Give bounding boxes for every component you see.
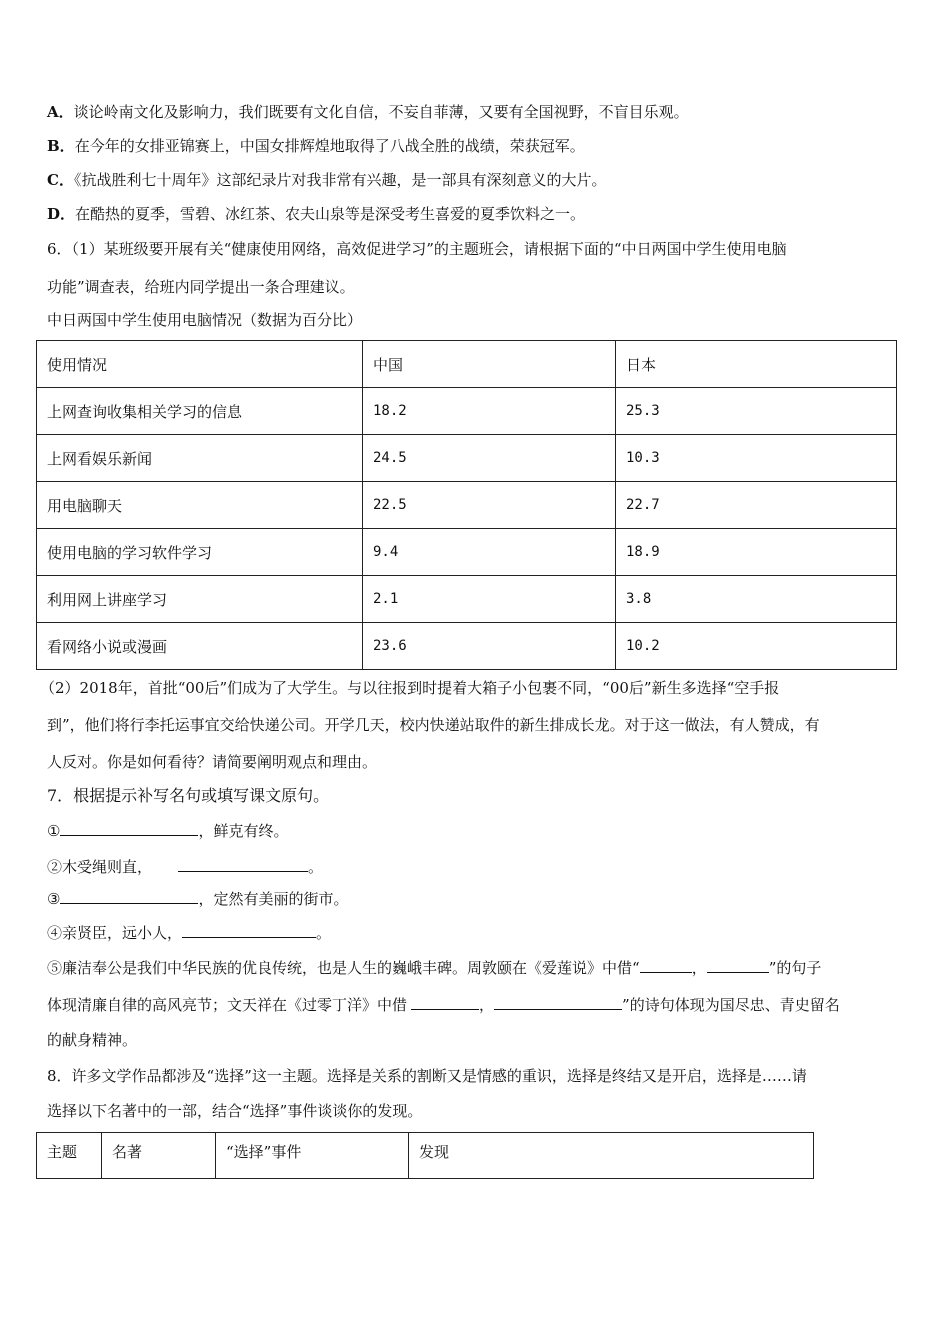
usage-cell: 看网络小说或漫画 xyxy=(37,623,363,670)
japan-cell: 3.8 xyxy=(616,576,897,623)
china-cell: 9.4 xyxy=(363,529,616,576)
header-event: “选择”事件 xyxy=(216,1133,409,1179)
item-text: ，鲜克有终。 xyxy=(198,822,289,840)
item-number: ③ xyxy=(47,890,61,908)
table-row xyxy=(37,482,897,529)
item-text: ”的诗句体现为国尽忠、青史留名 xyxy=(622,996,840,1014)
q7-item1 xyxy=(47,820,288,841)
item-text: ②木受绳则直， xyxy=(47,858,153,876)
q5-option-c xyxy=(47,170,606,190)
table-row xyxy=(37,529,897,576)
china-cell: 24.5 xyxy=(363,435,616,482)
q7-item3 xyxy=(47,888,348,909)
header-discovery: 发现 xyxy=(409,1133,814,1179)
header-usage: 使用情况 xyxy=(37,341,363,388)
q6-prompt-line1: 6．（1）某班级要开展有关“健康使用网络，高效促进学习”的主题班会，请根据下面的“中日两国中学生使用电脑 xyxy=(47,240,787,258)
china-cell: 18.2 xyxy=(363,388,616,435)
q6-part2-line3: 人反对。你是如何看待？请简要阐明观点和理由。 xyxy=(47,753,378,771)
fill-blank[interactable] xyxy=(182,922,316,938)
usage-cell: 用电脑聊天 xyxy=(37,482,363,529)
fill-blank[interactable] xyxy=(707,957,769,973)
item-text: ， xyxy=(479,996,495,1014)
fill-blank[interactable] xyxy=(60,888,198,904)
china-cell: 23.6 xyxy=(363,623,616,670)
table-header-row xyxy=(37,341,897,388)
usage-cell: 使用电脑的学习软件学习 xyxy=(37,529,363,576)
q6-prompt-line2: 功能”调查表，给班内同学提出一条合理建议。 xyxy=(47,278,355,296)
table-header-row xyxy=(37,1133,814,1179)
china-cell: 22.5 xyxy=(363,482,616,529)
table-row xyxy=(37,388,897,435)
option-text: 在酷热的夏季，雪碧、冰红茶、农夫山泉等是深受考生喜爱的夏季饮料之一。 xyxy=(75,205,586,223)
table-row xyxy=(37,435,897,482)
item-text: ④亲贤臣，远小人， xyxy=(47,924,183,942)
q7-item4 xyxy=(47,922,331,943)
q7-item5-line2 xyxy=(47,994,840,1015)
fill-blank[interactable] xyxy=(494,994,622,1010)
table-row xyxy=(37,576,897,623)
q5-option-a xyxy=(47,102,689,122)
japan-cell: 25.3 xyxy=(616,388,897,435)
table-row xyxy=(37,623,897,670)
option-letter: D． xyxy=(47,205,76,223)
q5-option-d xyxy=(47,204,585,224)
option-letter: A． xyxy=(47,103,74,121)
q6-table-title: 中日两国中学生使用电脑情况（数据为百分比） xyxy=(47,311,363,329)
header-book: 名著 xyxy=(102,1133,216,1179)
q7-item2 xyxy=(47,856,323,877)
q7-item5-line1 xyxy=(47,957,821,978)
header-theme: 主题 xyxy=(37,1133,102,1179)
japan-cell: 18.9 xyxy=(616,529,897,576)
option-letter: B． xyxy=(47,137,75,155)
option-text: 在今年的女排亚锦赛上，中国女排辉煌地取得了八战全胜的战绩，荣获冠军。 xyxy=(74,137,585,155)
japan-cell: 10.2 xyxy=(616,623,897,670)
fill-blank[interactable] xyxy=(411,994,479,1010)
option-text: 谈论岭南文化及影响力，我们既要有文化自信，不妄自菲薄，又要有全国视野，不盲目乐观。 xyxy=(73,103,689,121)
japan-cell: 22.7 xyxy=(616,482,897,529)
q7-item5-line3: 的献身精神。 xyxy=(47,1031,138,1049)
china-cell: 2.1 xyxy=(363,576,616,623)
option-letter: C． xyxy=(47,171,74,189)
q8-prompt-line2: 选择以下名著中的一部，结合“选择”事件谈谈你的发现。 xyxy=(47,1102,423,1120)
usage-cell: 利用网上讲座学习 xyxy=(37,576,363,623)
item-text: ⑤廉洁奉公是我们中华民族的优良传统，也是人生的巍峨丰碑。周敦颐在《爱莲说》中借“ xyxy=(47,959,640,977)
q6-part2-line2: 到”，他们将行李托运事宜交给快递公司。开学几天，校内快递站取件的新生排成长龙。对于这一做法，有人赞成，有 xyxy=(47,716,820,734)
option-text: 《抗战胜利七十周年》这部纪录片对我非常有兴趣，是一部具有深刻意义的大片。 xyxy=(73,171,607,189)
item-text: ”的句子 xyxy=(768,959,822,977)
item-text: ， xyxy=(691,959,707,977)
usage-cell: 上网看娱乐新闻 xyxy=(37,435,363,482)
choice-table xyxy=(36,1132,814,1179)
item-text: 。 xyxy=(316,924,332,942)
item-text: 。 xyxy=(308,858,324,876)
item-text: 体现清廉自律的高风亮节；文天祥在《过零丁洋》中借 xyxy=(47,996,408,1014)
item-text: ，定然有美丽的街市。 xyxy=(198,890,349,908)
header-japan: 日本 xyxy=(616,341,897,388)
japan-cell: 10.3 xyxy=(616,435,897,482)
fill-blank[interactable] xyxy=(640,957,692,973)
q6-part2-line1: （2）2018年，首批“00后”们成为了大学生。与以往报到时提着大箱子小包裹不同，“00后”新生多选择“空手报 xyxy=(40,679,780,697)
q8-prompt-line1: 8．许多文学作品都涉及“选择”这一主题。选择是关系的割断又是情感的重识，选择是终结又是开启，选择是……请 xyxy=(47,1067,807,1085)
fill-blank[interactable] xyxy=(178,856,308,872)
fill-blank[interactable] xyxy=(60,820,198,836)
q5-option-b xyxy=(47,136,585,156)
header-china: 中国 xyxy=(363,341,616,388)
survey-table xyxy=(36,340,897,670)
item-number: ① xyxy=(47,822,61,840)
q7-title: 7．根据提示补写名句或填写课文原句。 xyxy=(47,786,330,805)
usage-cell: 上网查询收集相关学习的信息 xyxy=(37,388,363,435)
